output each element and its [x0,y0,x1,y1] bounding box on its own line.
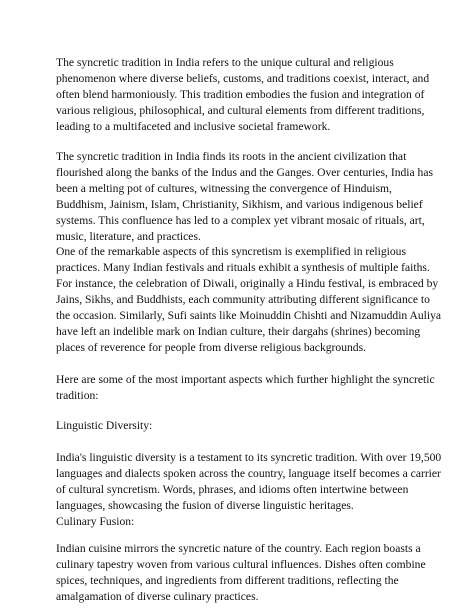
text-line: spices, techniques, and ingredients from different traditions, reflecting the [56,574,399,587]
text-line: various religious, philosophical, and cultural elements from different traditions, [56,104,425,117]
text-line: The syncretic tradition in India finds its roots in the ancient civilization that [56,150,407,163]
text-line: have left an indelible mark on Indian culture, their dargahs (shrines) becoming [56,325,421,338]
text-line: phenomenon where diverse beliefs, customs, and traditions coexist, interact, and [56,72,430,85]
text-line: systems. This confluence has led to a complex yet vibrant mosaic of rituals, art, [56,214,425,227]
text-line: music, literature, and practices. [56,230,201,243]
section-heading: Culinary Fusion: [56,515,135,528]
text-line: tradition: [56,389,99,402]
text-line: languages and dialects spoken across the country, language itself becomes a carrier [56,467,441,480]
text-line: One of the remarkable aspects of this syncretism is exemplified in religious [56,245,406,258]
text-line: languages, showcasing the fusion of diverse linguistic heritages. [56,499,354,512]
text-line: amalgamation of diverse culinary practices. [56,590,259,603]
text-line: The syncretic tradition in India refers to the unique cultural and religious [56,56,394,69]
text-line: often blend harmoniously. This tradition embodies the fusion and integration of [56,88,425,101]
text-line: the occasion. Similarly, Sufi saints like Moinuddin Chishti and Nizamuddin Auliya [56,309,442,322]
text-line: culinary tapestry woven from various cultural influences. Dishes often combine [56,558,426,571]
text-line: practices. Many Indian festivals and rituals exhibit a synthesis of multiple faiths. [56,261,430,274]
text-line: leading to a multifaceted and inclusive societal framework. [56,120,331,133]
section-heading: Linguistic Diversity: [56,419,153,432]
text-line: India's linguistic diversity is a testament to its syncretic tradition. With over 19,500 [56,451,442,464]
text-line: Indian cuisine mirrors the syncretic nature of the country. Each region boasts a [56,542,421,555]
text-line: Jains, Sikhs, and Buddhists, each community attributing different significance to [56,293,430,306]
text-line: been a melting pot of cultures, witnessing the convergence of Hinduism, [56,182,392,195]
text-line: Here are some of the most important aspects which further highlight the syncretic [56,373,435,386]
text-line: Buddhism, Jainism, Islam, Christianity, Sikhism, and various indigenous belief [56,198,423,211]
text-line: places of reverence for people from diverse religious backgrounds. [56,341,367,354]
text-line: of cultural syncretism. Words, phrases, and idioms often intertwine between [56,483,409,496]
text-line: flourished along the banks of the Indus and the Ganges. Over centuries, India has [56,166,434,179]
text-line: For instance, the celebration of Diwali, originally a Hindu festival, is embraced by [56,277,439,290]
